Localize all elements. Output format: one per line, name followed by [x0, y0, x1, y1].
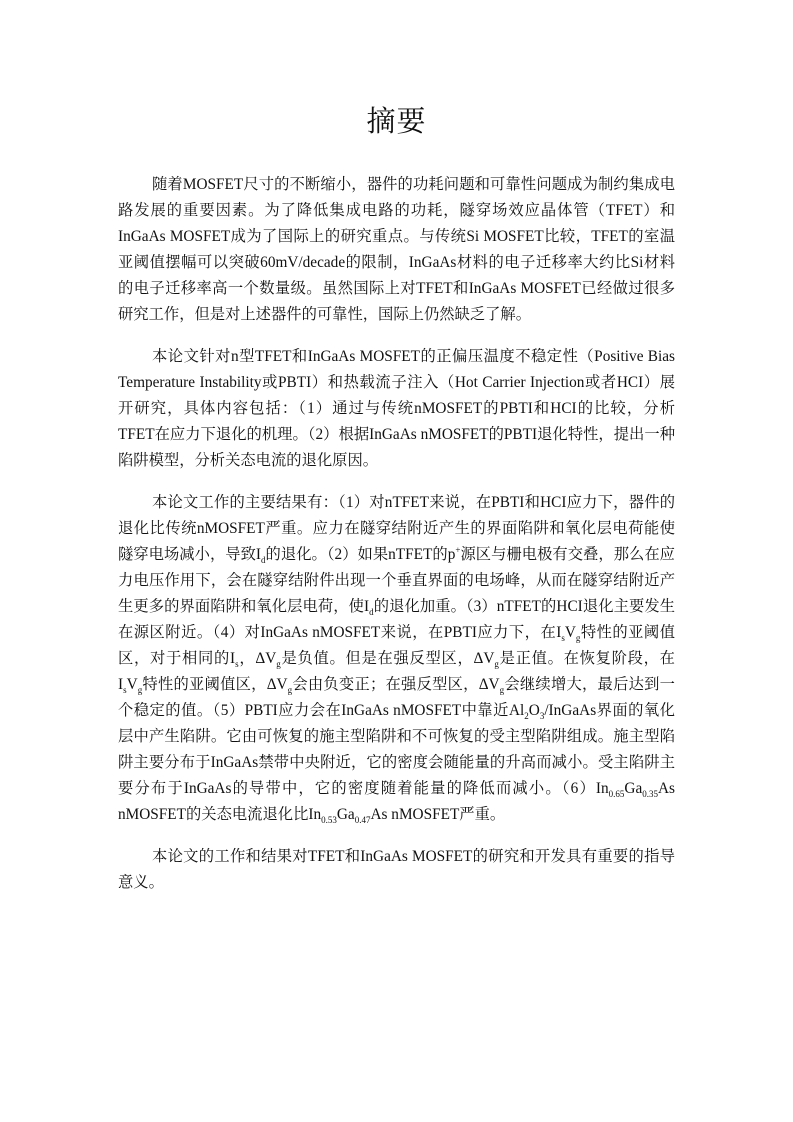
abstract-paragraph-2: 本论文针对n型TFET和InGaAs MOSFET的正偏压温度不稳定性（Positive Bias Temperature Instability或PBTI）和热载流子注入（Hot Carrier Injection或者HCI）展开研究，具体内容包括：（1）通过与传统nMOSFET的PBTI和HCI的比较，分析TFET在应力下退化的机理。（2）根据InGaAs nMOSFET的PBTI退化特性，提出一种陷阱模型，分析关态电流的退化原因。 — [118, 348, 675, 469]
abstract-body — [118, 172, 675, 912]
abstract-paragraph-3: 本论文工作的主要结果有：（1）对nTFET来说，在PBTI和HCI应力下，器件的退化比传统nMOSFET严重。应力在隧穿结附近产生的界面陷阱和氧化层电荷能使隧穿电场减小，导致$I_d$的退化。（2）如果nTFET的p+源区与栅电极有交叠，那么在应力电压作用下，会在隧穿结附件出现一个垂直界面的电场峰，从而在隧穿结附近产生更多的界面陷阱和氧化层电荷，使$I_d$的退化加重。（3）nTFET的HCI退化主要发生在源区附近。（4）对InGaAs nMOSFET来说，在PBTI应力下，在$I_sV_g$特性的亚阈值区，对于相同的$I_s$，$\Delta V_g$是负值。但是在强反型区，$\Delta V_g$是正值。在恢复阶段，在$I_sV_g$特性的亚阈值区，$\Delta V_g$会由负变正；在强反型区，$\Delta V_g$会继续增大，最后达到一个稳定的值。（5）PBTI应力会在InGaAs nMOSFET中靠近$Al_2O_3$/InGaAs界面的氧化层中产生陷阱。它由可恢复的施主型陷阱和不可恢复的受主型陷阱组成。施主型陷阱主要分布于InGaAs禁带中央附近，它的密度会随能量的升高而减小。受主陷阱主要分布于InGaAs的导带中，它的密度随着能量的降低而减小。$(6)In_{0.65}Ga_{0.35}As$ nMOSFET的关态电流退化比$In_{0.53}Ga_{0.47}As$ nMOSFET严重。 — [118, 494, 675, 826]
abstract-paragraph-4: 本论文的工作和结果对TFET和InGaAs MOSFET的研究和开发具有重要的指导意义。 — [118, 848, 675, 891]
page-title: 摘要 — [366, 106, 427, 138]
abstract-paragraph-1: 随着MOSFET尺寸的不断缩小，器件的功耗问题和可靠性问题成为制约集成电路发展的重要因素。为了降低集成电路的功耗，隧穿场效应晶体管（TFET）和InGaAs MOSFET成为了国际上的研究重点。与传统Si MOSFET比较，TFET的室温亚阈值摆幅可以突破60mV/decade的限制，InGaAs材料的电子迁移率大约比Si材料的电子迁移率高一个数量级。虽然国际上对TFET和InGaAs MOSFET已经做过很多研究工作，但是对上述器件的可靠性，国际上仍然缺乏了解。 — [118, 176, 675, 323]
